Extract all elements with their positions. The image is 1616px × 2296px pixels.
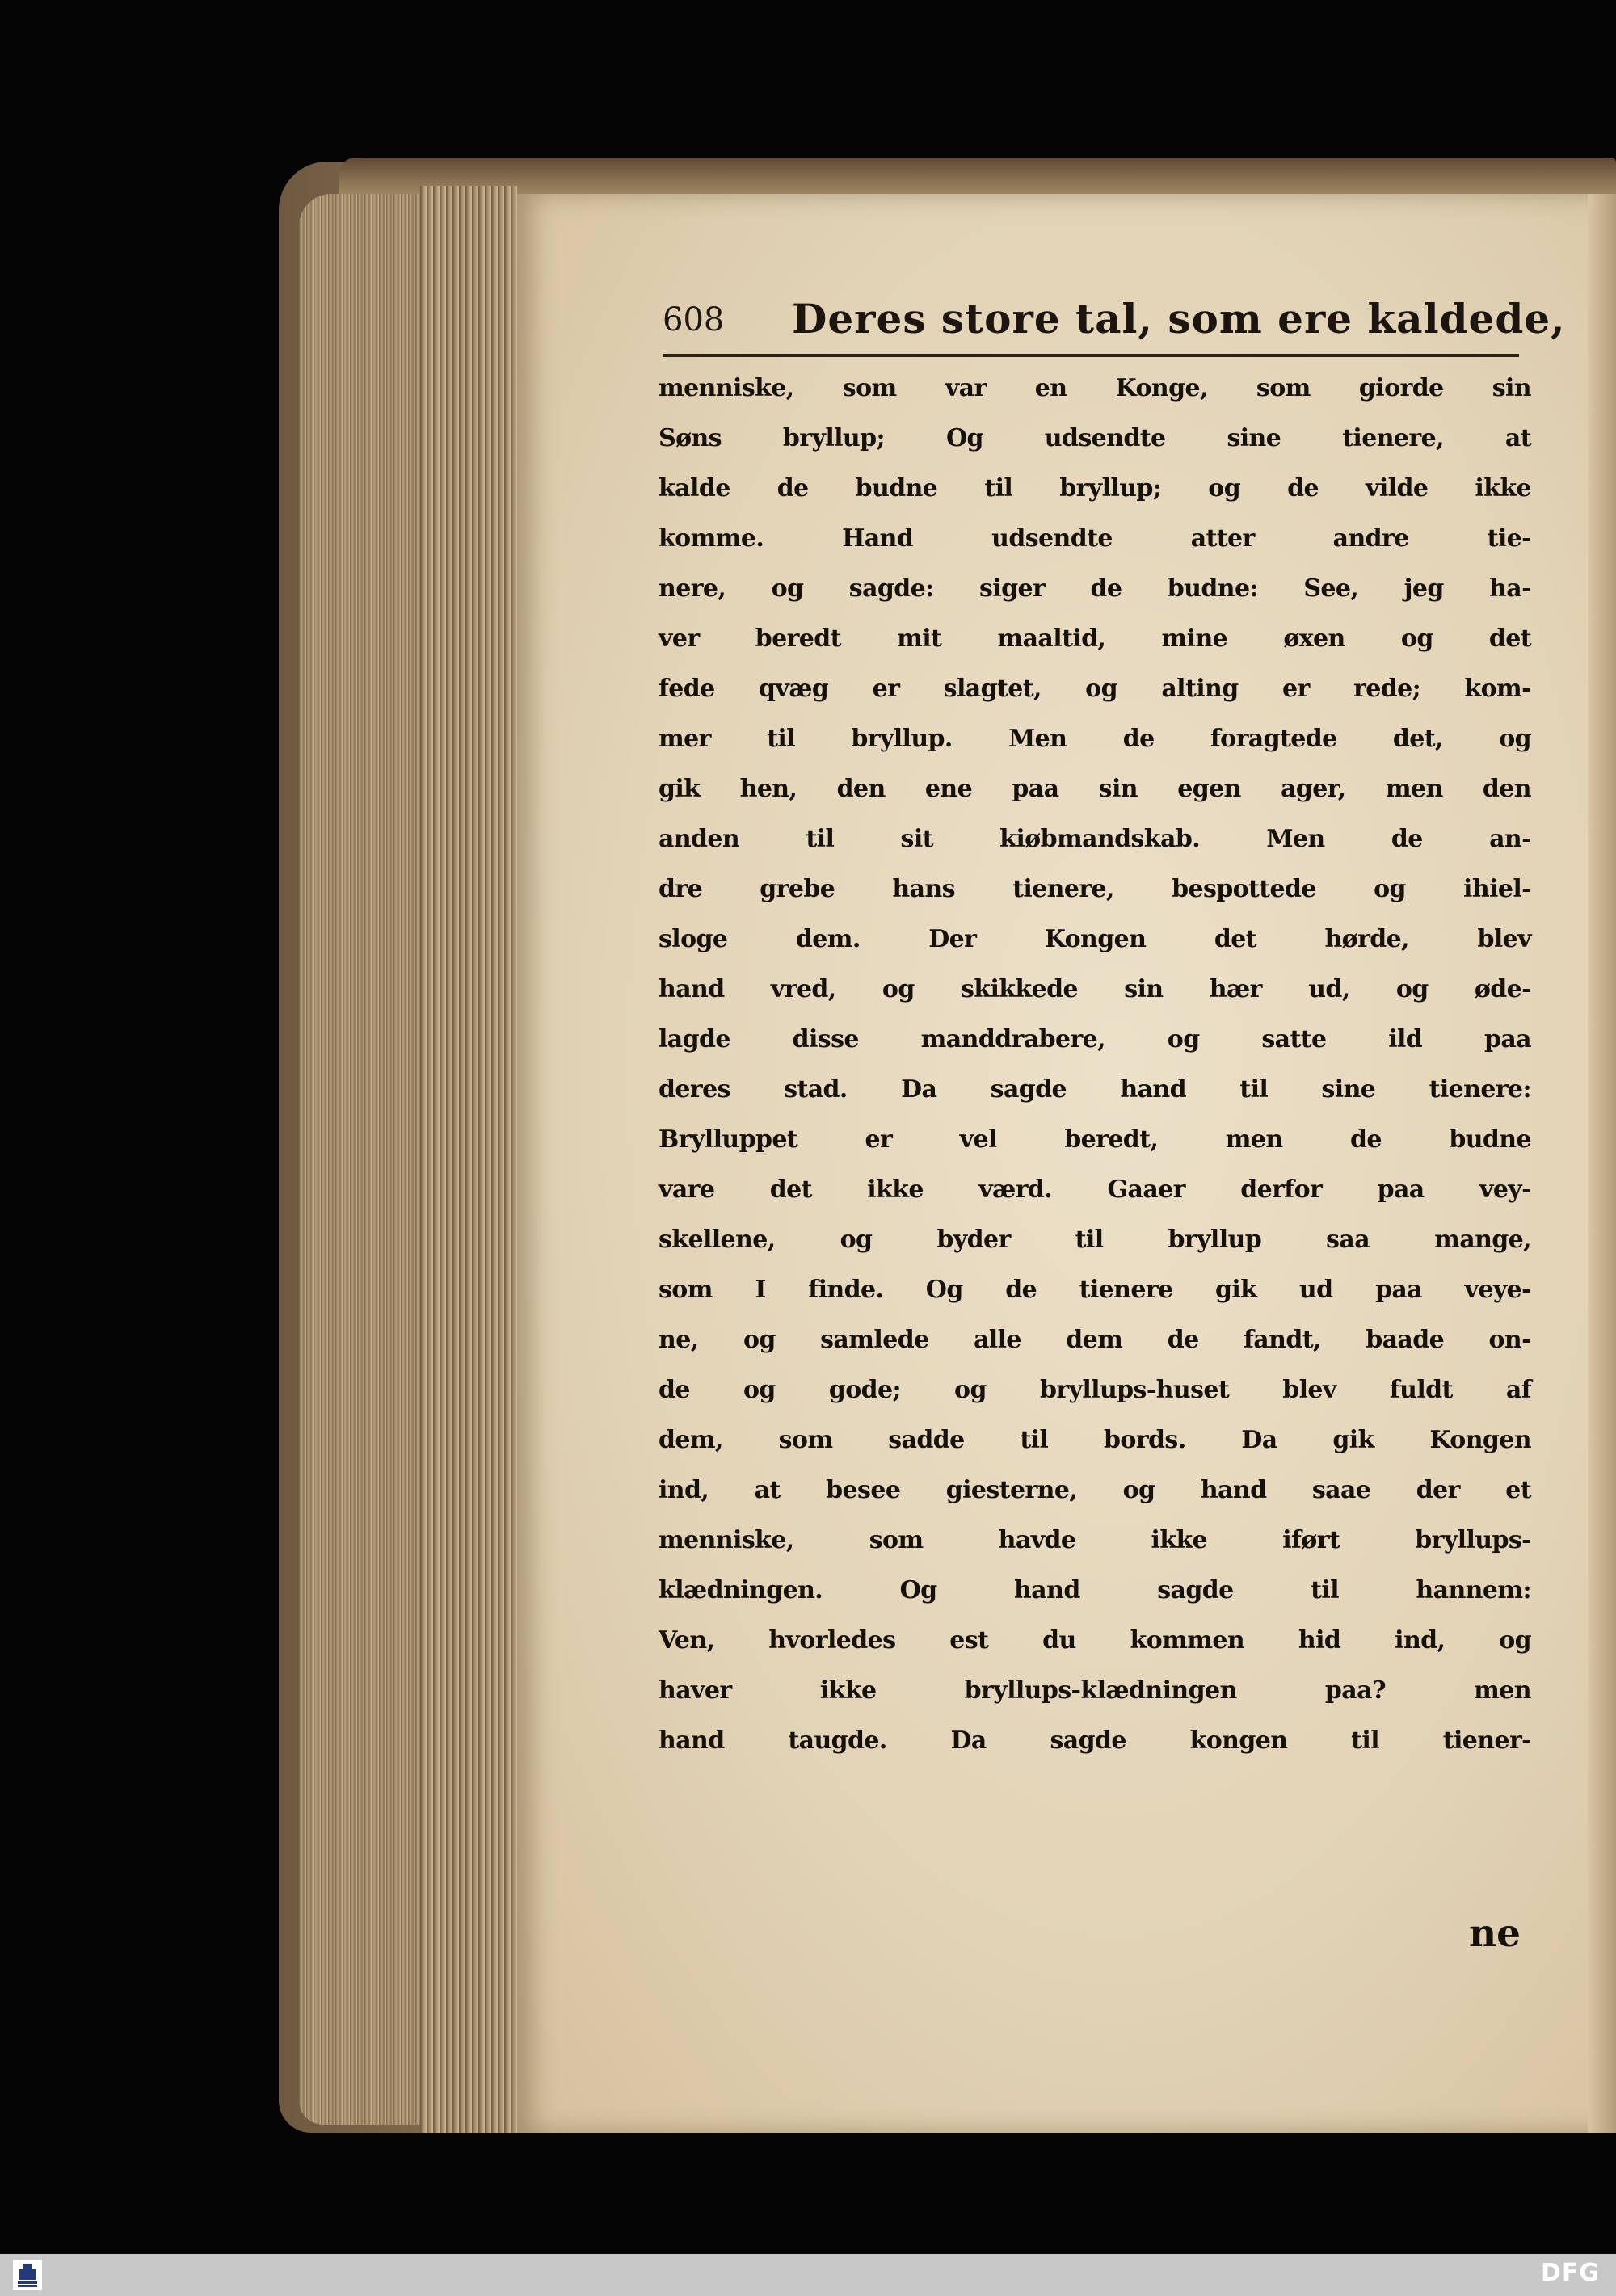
library-seal-icon (11, 2259, 44, 2291)
text-line: klædningen. Og hand sagde til hannem: (659, 1576, 1531, 1604)
text-line: Brylluppet er vel beredt, men de budne (659, 1125, 1531, 1154)
text-line: gik hen, den ene paa sin egen ager, men den (659, 775, 1531, 803)
body-text (659, 364, 1531, 1766)
text-line: mer til bryllup. Men de foragtede det, og (659, 725, 1531, 753)
text-line: anden til sit kiøbmandskab. Men de an- (659, 825, 1531, 853)
catchword: ne (1469, 1911, 1521, 1956)
page-stack-inner (420, 186, 517, 2133)
text-line: fede qvæg er slagtet, og alting er rede; kom- (659, 675, 1531, 703)
text-line: dem, som sadde til bords. Da gik Kongen (659, 1426, 1531, 1454)
text-line: hand taugde. Da sagde kongen til tiener- (659, 1726, 1531, 1755)
text-line: komme. Hand udsendte atter andre tie- (659, 524, 1531, 553)
head-rule (663, 354, 1519, 357)
text-line: deres stad. Da sagde hand til sine tienere: (659, 1075, 1531, 1104)
text-line: dre grebe hans tienere, bespottede og ihiel- (659, 875, 1531, 903)
text-line: lagde disse manddrabere, og satte ild paa (659, 1025, 1531, 1053)
text-line: vare det ikke værd. Gaaer derfor paa vey- (659, 1175, 1531, 1204)
running-head (663, 295, 1566, 351)
running-title: Deres store tal, som ere kaldede, (792, 295, 1566, 343)
text-line: ver beredt mit maaltid, mine øxen og det (659, 624, 1531, 653)
text-line: haver ikke bryllups-klædningen paa? men (659, 1676, 1531, 1705)
text-line: Søns bryllup; Og udsendte sine tienere, at (659, 424, 1531, 452)
text-line: ind, at besee giesterne, og hand saae der et (659, 1476, 1531, 1504)
text-line: skellene, og byder til bryllup saa mange, (659, 1226, 1531, 1254)
text-line: ne, og samlede alle dem de fandt, baade on- (659, 1326, 1531, 1354)
text-line: Ven, hvorledes est du kommen hid ind, og (659, 1626, 1531, 1655)
text-line: som I finde. Og de tienere gik ud paa veye- (659, 1276, 1531, 1304)
text-line: menniske, som var en Konge, som giorde sin (659, 374, 1531, 402)
text-line: nere, og sagde: siger de budne: See, jeg ha- (659, 574, 1531, 603)
book-top-edge (339, 158, 1616, 198)
page-number: 608 (663, 301, 725, 339)
text-line: menniske, som havde ikke iført bryllups- (659, 1526, 1531, 1554)
text-line: kalde de budne til bryllup; og de vilde ikke (659, 474, 1531, 503)
footer-bar (0, 2254, 1616, 2296)
text-line: hand vred, og skikkede sin hær ud, og øde- (659, 975, 1531, 1003)
text-line: sloge dem. Der Kongen det hørde, blev (659, 925, 1531, 953)
footer-brand: DFG (1540, 2259, 1600, 2287)
page-right-edge (1588, 194, 1616, 2133)
text-line: de og gode; og bryllups-huset blev fuldt af (659, 1376, 1531, 1404)
